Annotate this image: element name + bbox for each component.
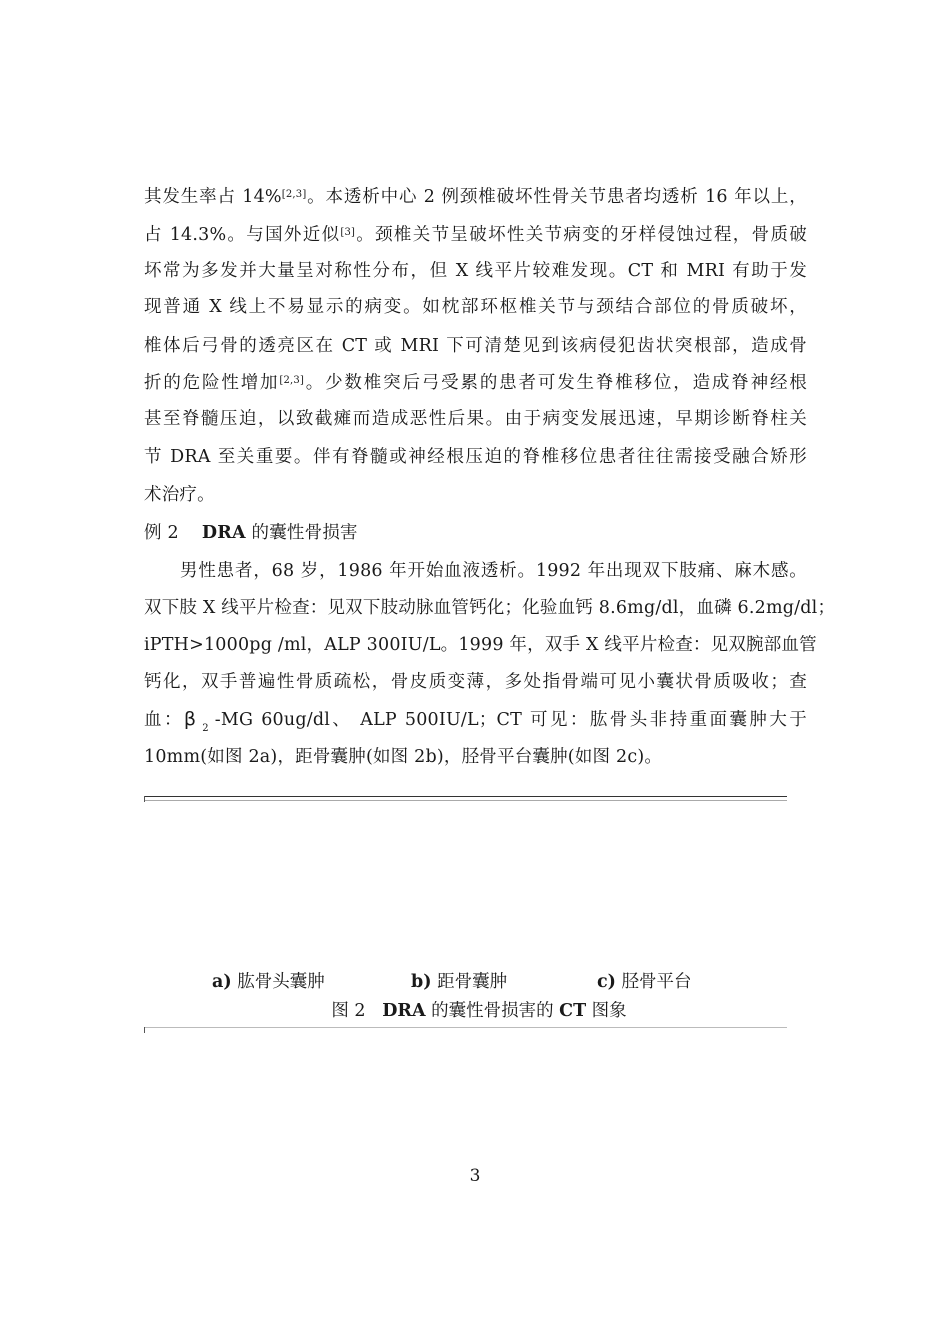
figure-caption-bold2: CT bbox=[559, 1001, 587, 1021]
paragraph-1-line-1: 其发生率占 14%[2,3]。本透析中心 2 例颈椎破坏性骨关节患者均透析 16 年以上， bbox=[144, 187, 807, 207]
citation-ref: [2,3] bbox=[279, 375, 305, 386]
citation-ref: [2,3] bbox=[281, 189, 307, 200]
figure-caption-mid: 的囊性骨损害的 bbox=[425, 1001, 560, 1021]
paragraph-1-line-9: 术治疗。 bbox=[144, 485, 215, 505]
figure-caption-label: 图 2 bbox=[331, 1001, 366, 1021]
example-label: 例 2 bbox=[144, 523, 179, 543]
figure-subcaption-c: c) 胫骨平台 bbox=[597, 972, 692, 992]
citation-ref: [3] bbox=[340, 227, 356, 238]
figure-subcaption-a: a) 肱骨头囊肿 bbox=[212, 972, 325, 992]
paragraph-1-line-5: 椎体后弓骨的透亮区在 CT 或 MRI 下可清楚见到该病侵犯齿状突根部，造成骨 bbox=[144, 336, 807, 356]
figure-top-rule-secondary bbox=[144, 800, 787, 801]
paragraph-1-line-3: 坏常为多发并大量呈对称性分布，但 X 线平片较难发现。CT 和 MRI 有助于发 bbox=[144, 261, 807, 281]
paragraph-2-line-2: 双下肢 X 线平片检查：见双下肢动脉血管钙化；化验血钙 8.6mg/dl，血磷 6.2mg/dl； bbox=[144, 598, 836, 618]
figure-bottom-rule bbox=[144, 1027, 787, 1028]
paragraph-1-line-6: 折的危险性增加[2,3]。少数椎突后弓受累的患者可发生脊椎移位，造成脊神经根 bbox=[144, 373, 807, 393]
figure-top-tick bbox=[144, 796, 145, 802]
paragraph-2-line-1: 男性患者，68 岁，1986 年开始血液透析。1992 年出现双下肢痛、麻木感。 bbox=[180, 561, 807, 581]
figure-bottom-tick bbox=[144, 1027, 145, 1033]
figure-top-rule bbox=[144, 796, 787, 797]
paragraph-1-line-8: 节 DRA 至关重要。伴有脊髓或神经根压迫的脊椎移位患者往往需接受融合矫形 bbox=[144, 447, 807, 467]
figure-caption-end: 图象 bbox=[586, 1001, 627, 1021]
example-title-bold: DRA bbox=[201, 523, 246, 543]
paragraph-2-line-4: 钙化，双手普遍性骨质疏松，骨皮质变薄，多处指骨端可见小囊状骨质吸收；查 bbox=[144, 672, 807, 692]
figure-subcaption-b: b) 距骨囊肿 bbox=[411, 972, 508, 992]
beta-symbol: β bbox=[183, 708, 197, 730]
page-number: 3 bbox=[469, 1166, 481, 1186]
example-title: 的囊性骨损害 bbox=[245, 523, 358, 543]
paragraph-2-line-6: 10mm(如图 2a)，距骨囊肿(如图 2b)，胫骨平台囊肿(如图 2c)。 bbox=[144, 747, 663, 767]
example-heading bbox=[144, 521, 807, 545]
figure-caption-bold: DRA bbox=[382, 1001, 426, 1021]
figure-caption bbox=[0, 999, 950, 1023]
paragraph-1-line-7: 甚至脊髓压迫，以致截瘫而造成恶性后果。由于病变发展迅速，早期诊断脊柱关 bbox=[144, 409, 807, 429]
paragraph-2-line-3: iPTH>1000pg /ml，ALP 300IU/L。1999 年，双手 X 线平片检查：见双腕部血管 bbox=[144, 635, 817, 655]
paragraph-2-line-5: 血：β $_2$ -MG 60ug/dl、 ALP 500IU/L；CT 可见：肱骨头非持重面囊肿大于 bbox=[144, 708, 807, 734]
paragraph-1-line-4: 现普通 X 线上不易显示的病变。如枕部环枢椎关节与颈结合部位的骨质破坏， bbox=[144, 297, 807, 317]
paragraph-1-line-2: 占 14.3%。与国外近似[3]。颈椎关节呈破坏性关节病变的牙样侵蚀过程，骨质破 bbox=[144, 225, 807, 245]
beta-subscript: 2 bbox=[202, 723, 209, 734]
